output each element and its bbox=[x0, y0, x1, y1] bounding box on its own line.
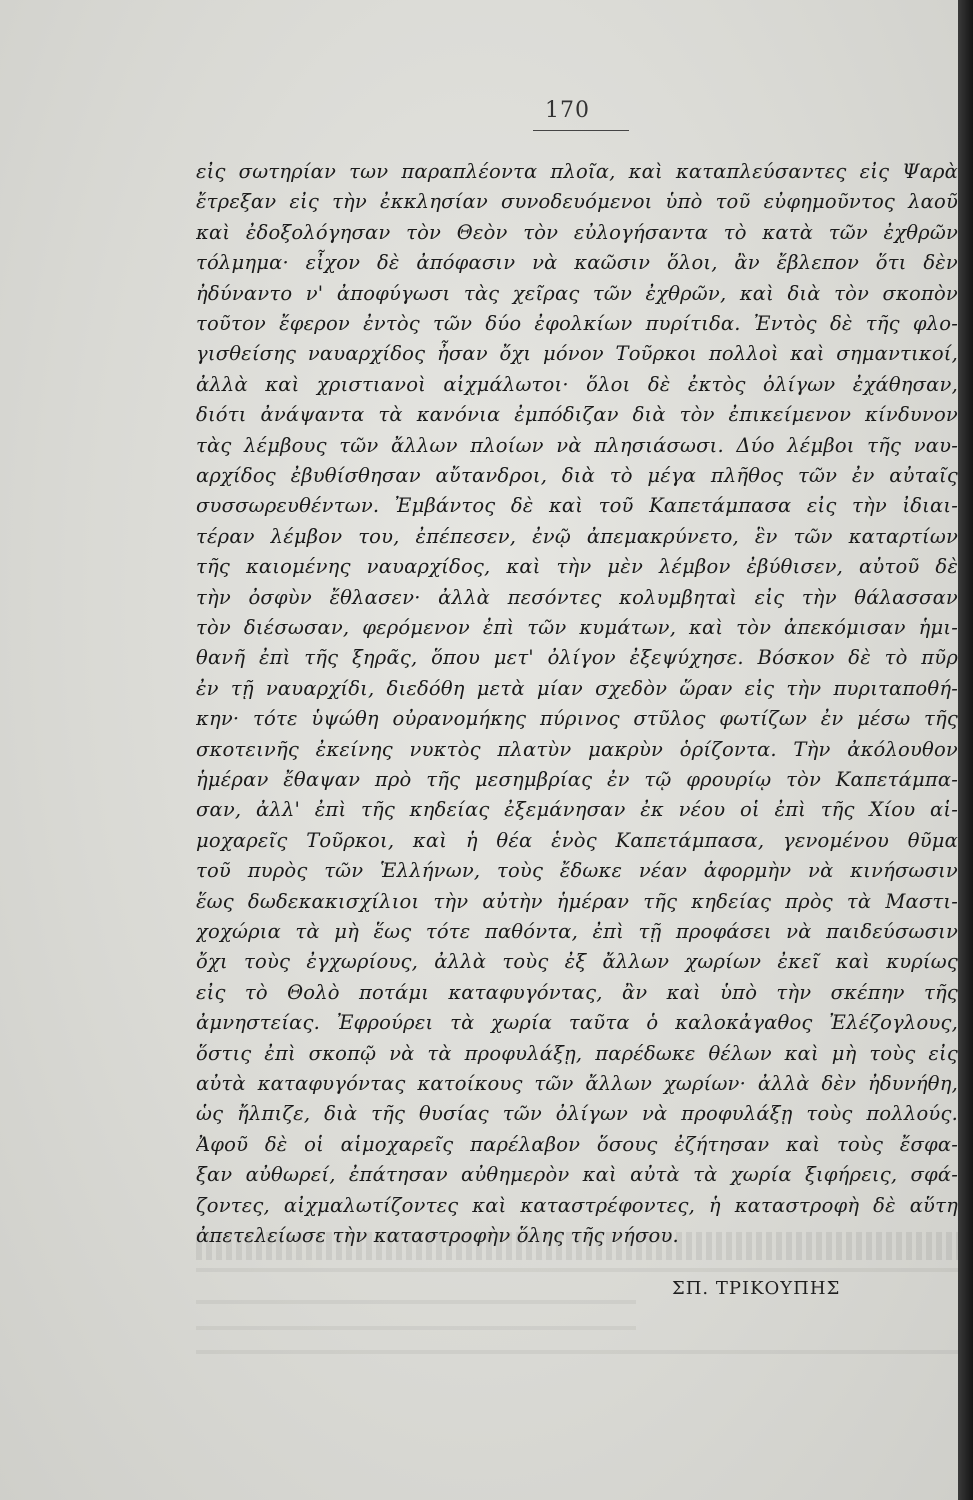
text-line: ἀλλὰ καὶ χριστιανοὶ αἰχμάλωτοι· ὅλοι δὲ ἐκτὸς ὀλίγων ἐχάθησαν, bbox=[196, 372, 958, 396]
text-line: ἠδύναντο ν' ἀποφύγωσι τὰς χεῖρας τῶν ἐχθρῶν, καὶ διὰ τὸν σκοπὸν bbox=[196, 281, 958, 305]
text-line: ἐν τῇ ναυαρχίδι, διεδόθη μετὰ μίαν σχεδὸν ὥραν εἰς τὴν πυριταποθή- bbox=[196, 676, 958, 700]
page-number: 170 bbox=[545, 98, 590, 123]
show-through-mark bbox=[196, 1300, 636, 1304]
text-line: τῆς καιομένης ναυαρχίδος, καὶ τὴν μὲν λέμβον ἐβύθισεν, αὐτοῦ δὲ bbox=[196, 555, 958, 579]
text-line: τοῦ πυρὸς τῶν Ἑλλήνων, τοὺς ἔδωκε νέαν ἀφορμὴν νὰ κινήσωσιν bbox=[196, 859, 958, 883]
text-line: ἀπετελείωσε τὴν καταστροφὴν ὅλης τῆς νήσου. bbox=[196, 1224, 679, 1247]
text-line: αρχίδος ἐβυθίσθησαν αὔτανδροι, διὰ τὸ μέγα πλῆθος τῶν ἐν αὐταῖς bbox=[196, 464, 958, 487]
text-line: ὄχι τοὺς ἐγχωρίους, ἀλλὰ τοὺς ἐξ ἄλλων χωρίων ἐκεῖ καὶ κυρίως bbox=[196, 950, 958, 974]
text-line: εἰς σωτηρίαν των παραπλέοντα πλοῖα, καὶ καταπλεύσαντες εἰς Ψαρὰ bbox=[196, 160, 958, 183]
text-line: καὶ ἐδοξολόγησαν τὸν Θεὸν τὸν εὐλογήσαντα τὸ κατὰ τῶν ἐχθρῶν bbox=[196, 220, 958, 244]
text-line: αὐτὰ καταφυγόντας κατοίκους τῶν ἄλλων χωρίων· ἀλλὰ δὲν ἠδυνήθη, bbox=[196, 1072, 958, 1095]
author-signature: ΣΠ. ΤΡΙΚΟΥΠΗΣ bbox=[672, 1278, 841, 1299]
text-line: τὰς λέμβους τῶν ἄλλων πλοίων νὰ πλησιάσωσι. Δύο λέμβοι τῆς ναυ- bbox=[196, 433, 958, 457]
text-line: ὅστις ἐπὶ σκοπῷ νὰ τὰ προφυλάξῃ, παρέδωκε θέλων καὶ μὴ τοὺς εἰς bbox=[196, 1041, 958, 1065]
page-edge-shadow bbox=[958, 0, 973, 1500]
text-line: θανῆ ἐπὶ τῆς ξηρᾶς, ὅπου μετ' ὀλίγον ἐξεψύχησε. Βόσκον δὲ τὸ πῦρ bbox=[196, 646, 958, 670]
text-line: τὸν διέσωσαν, φερόμενον ἐπὶ τῶν κυμάτων, καὶ τὸν ἀπεκόμισαν ἡμι- bbox=[196, 616, 958, 639]
show-through-mark bbox=[196, 1350, 958, 1354]
text-line: τόλμημα· εἶχον δὲ ἀπόφασιν νὰ καῶσιν ὅλοι, ἂν ἔβλεπον ὅτι δὲν bbox=[196, 251, 958, 275]
text-line: σκοτεινῆς ἐκείνης νυκτὸς πλατὺν μακρὺν ὁρίζοντα. Τὴν ἀκόλουθον bbox=[196, 737, 958, 761]
text-line: γισθείσης ναυαρχίδος ἦσαν ὄχι μόνον Τοῦρκοι πολλοὶ καὶ σημαντικοί, bbox=[196, 342, 958, 366]
text-line: εἰς τὸ Θολὸ ποτάμι καταφυγόντας, ἂν καὶ ὑπὸ τὴν σκέπην τῆς bbox=[196, 980, 958, 1004]
text-line: τὴν ὀσφὺν ἔθλασεν· ἀλλὰ πεσόντες κολυμβηταὶ εἰς τὴν θάλασσαν bbox=[196, 585, 958, 609]
text-line: ἔτρεξαν εἰς τὴν ἐκκλησίαν συνοδευόμενοι ὑπὸ τοῦ εὐφημοῦντος λαοῦ bbox=[196, 190, 958, 214]
text-line: ξαν αὐθωρεί, ἐπάτησαν αὐθημερὸν καὶ αὐτὰ τὰ χωρία ξιφήρεις, σφά- bbox=[196, 1163, 958, 1187]
text-line: χοχώρια τὰ μὴ ἕως τότε παθόντα, ἐπὶ τῇ προφάσει νὰ παιδεύσωσιν bbox=[196, 920, 958, 943]
text-line: συσσωρευθέντων. Ἐμβάντος δὲ καὶ τοῦ Καπετάμπασα εἰς τὴν ἰδιαι- bbox=[196, 494, 958, 518]
text-line: ἀμνηστείας. Ἐφρούρει τὰ χωρία ταῦτα ὁ καλοκἀγαθος Ἐλέζογλους, bbox=[196, 1011, 958, 1035]
text-line: ἡμέραν ἔθαψαν πρὸ τῆς μεσημβρίας ἐν τῷ φρουρίῳ τὸν Καπετάμπα- bbox=[196, 768, 958, 791]
text-line: κην· τότε ὑψώθη οὐρανομήκης πύρινος στῦλος φωτίζων ἐν μέσω τῆς bbox=[196, 707, 958, 731]
text-line: τέραν λέμβον του, ἐπέπεσεν, ἐνῷ ἀπεμακρύνετο, ἓν τῶν καταρτίων bbox=[196, 524, 958, 548]
text-line: τοῦτον ἔφερον ἐντὸς τῶν δύο ἐφολκίων πυρίτιδα. Ἐντὸς δὲ τῆς φλο- bbox=[196, 312, 958, 335]
text-line: ὡς ἤλπιζε, διὰ τῆς θυσίας τῶν ὀλίγων νὰ προφυλάξῃ τοὺς πολλούς. bbox=[196, 1102, 958, 1126]
text-line: διότι ἀνάψαντα τὰ κανόνια ἐμπόδιζαν διὰ τὸν ἐπικείμενον κίνδυνον bbox=[196, 403, 958, 427]
text-line: Ἀφοῦ δὲ οἱ αἱμοχαρεῖς παρέλαβον ὅσους ἐζήτησαν καὶ τοὺς ἔσφα- bbox=[196, 1132, 958, 1156]
text-line: μοχαρεῖς Τοῦρκοι, καὶ ἡ θέα ἑνὸς Καπετάμπασα, γενομένου θῦμα bbox=[196, 828, 958, 852]
text-line: ἕως δωδεκακισχίλιοι τὴν αὐτὴν ἡμέραν τῆς κηδείας πρὸς τὰ Μαστι- bbox=[196, 889, 958, 913]
text-line: ζοντες, αἰχμαλωτίζοντες καὶ καταστρέφοντες, ἡ καταστροφὴ δὲ αὕτη bbox=[196, 1193, 958, 1217]
show-through-mark bbox=[196, 1232, 958, 1260]
show-through-mark bbox=[196, 1268, 958, 1272]
text-line: σαν, ἀλλ' ἐπὶ τῆς κηδείας ἐξεμάνησαν ἐκ νέου οἱ ἐπὶ τῆς Χίου αἱ- bbox=[196, 798, 958, 822]
show-through-mark bbox=[196, 1326, 636, 1330]
